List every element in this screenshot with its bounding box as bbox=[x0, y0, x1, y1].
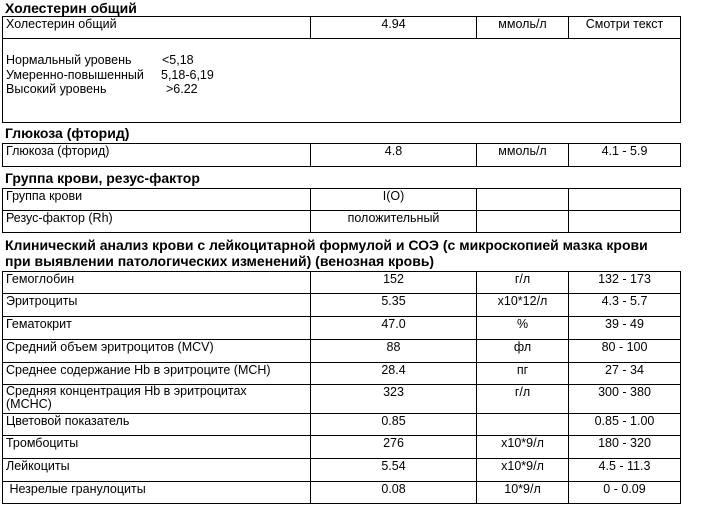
blood-group-table bbox=[2, 188, 681, 233]
section-title-line: Клинический анализ крови с лейкоцитарной формулой и СОЭ (с микроскопией мазка крови bbox=[5, 237, 648, 253]
test-value: 5.35 bbox=[311, 294, 477, 317]
test-unit: x10*12/л bbox=[477, 294, 569, 317]
test-value: 4.8 bbox=[311, 144, 477, 167]
test-unit: г/л bbox=[477, 272, 569, 294]
reference-note-value: <5,18 bbox=[162, 53, 194, 67]
test-reference: 80 - 100 bbox=[569, 340, 681, 363]
section-title-blood-group: Группа крови, резус-фактор bbox=[5, 170, 200, 186]
test-value: 5.54 bbox=[311, 459, 477, 482]
test-reference bbox=[569, 189, 681, 211]
table-row bbox=[3, 482, 681, 504]
test-reference: 0.85 - 1.00 bbox=[569, 414, 681, 436]
table-row bbox=[3, 340, 681, 363]
test-value: 323 bbox=[311, 385, 477, 414]
test-value: 276 bbox=[311, 436, 477, 459]
test-name: Гематокрит bbox=[3, 317, 311, 340]
cbc-table bbox=[2, 271, 681, 504]
table-row bbox=[3, 414, 681, 436]
test-name: Лейкоциты bbox=[3, 459, 311, 482]
test-name: Группа крови bbox=[3, 189, 311, 211]
test-unit: пг bbox=[477, 363, 569, 385]
test-value: 28.4 bbox=[311, 363, 477, 385]
test-reference: 27 - 34 bbox=[569, 363, 681, 385]
test-name: Глюкоза (фторид) bbox=[3, 144, 311, 167]
test-unit: 10*9/л bbox=[477, 482, 569, 504]
test-unit bbox=[477, 414, 569, 436]
test-name: Незрелые гранулоциты bbox=[3, 482, 311, 504]
test-name: Тромбоциты bbox=[3, 436, 311, 459]
table-row bbox=[3, 436, 681, 459]
test-name: Средний объем эритроцитов (MCV) bbox=[3, 340, 311, 363]
table-row bbox=[3, 363, 681, 385]
test-unit: % bbox=[477, 317, 569, 340]
test-unit: x10*9/л bbox=[477, 459, 569, 482]
table-row bbox=[3, 17, 681, 39]
test-unit: ммоль/л bbox=[477, 17, 569, 39]
reference-note-label: Нормальный уровень bbox=[6, 53, 132, 67]
test-unit: фл bbox=[477, 340, 569, 363]
test-reference: 4.3 - 5.7 bbox=[569, 294, 681, 317]
test-unit bbox=[477, 189, 569, 211]
test-name: Холестерин общий bbox=[3, 17, 311, 39]
test-value: I(O) bbox=[311, 189, 477, 211]
reference-note-value: 5,18-6,19 bbox=[161, 67, 214, 82]
table-row bbox=[3, 385, 681, 414]
test-value: 0.08 bbox=[311, 482, 477, 504]
reference-note bbox=[6, 68, 677, 83]
section-title-cbc bbox=[5, 237, 648, 269]
test-name-line: (MCHC) bbox=[6, 397, 52, 411]
table-row bbox=[3, 144, 681, 167]
test-reference: 0 - 0.09 bbox=[569, 482, 681, 504]
test-unit: г/л bbox=[477, 385, 569, 414]
test-name: Резус-фактор (Rh) bbox=[3, 211, 311, 233]
reference-note bbox=[6, 53, 677, 68]
table-row bbox=[3, 459, 681, 482]
table-row bbox=[3, 211, 681, 233]
test-unit bbox=[477, 211, 569, 233]
test-reference: 180 - 320 bbox=[569, 436, 681, 459]
section-title-glucose: Глюкоза (фторид) bbox=[5, 125, 130, 141]
glucose-table bbox=[2, 143, 681, 167]
test-unit: ммоль/л bbox=[477, 144, 569, 167]
test-unit: x10*9/л bbox=[477, 436, 569, 459]
test-name: Среднее содержание Hb в эритроците (MCH) bbox=[3, 363, 311, 385]
test-name bbox=[3, 385, 311, 414]
test-reference: 4.1 - 5.9 bbox=[569, 144, 681, 167]
test-reference: 39 - 49 bbox=[569, 317, 681, 340]
test-value: 0.85 bbox=[311, 414, 477, 436]
test-reference: 300 - 380 bbox=[569, 385, 681, 414]
test-name: Гемоглобин bbox=[3, 272, 311, 294]
table-row bbox=[3, 272, 681, 294]
reference-note-label: Высокий уровень bbox=[6, 82, 107, 96]
test-reference: 132 - 173 bbox=[569, 272, 681, 294]
reference-note-label: Умеренно-повышенный bbox=[6, 67, 144, 82]
reference-notes-row bbox=[3, 39, 681, 123]
reference-note bbox=[6, 82, 677, 97]
test-name: Цветовой показатель bbox=[3, 414, 311, 436]
test-value: 4.94 bbox=[311, 17, 477, 39]
reference-notes bbox=[3, 39, 681, 123]
section-title-line: при выявлении патологических изменений) (венозная кровь) bbox=[5, 253, 435, 269]
test-name: Эритроциты bbox=[3, 294, 311, 317]
cholesterol-table bbox=[2, 16, 681, 123]
reference-note-value: >6.22 bbox=[166, 82, 198, 96]
test-value: 47.0 bbox=[311, 317, 477, 340]
table-row bbox=[3, 317, 681, 340]
test-value: положительный bbox=[311, 211, 477, 233]
test-value: 152 bbox=[311, 272, 477, 294]
test-reference: 4.5 - 11.3 bbox=[569, 459, 681, 482]
test-reference: Смотри текст bbox=[569, 17, 681, 39]
section-title-cholesterol: Холестерин общий bbox=[5, 0, 137, 16]
test-value: 88 bbox=[311, 340, 477, 363]
test-name-line: Средняя концентрация Hb в эритроцитах bbox=[6, 384, 247, 398]
table-row bbox=[3, 294, 681, 317]
table-row bbox=[3, 189, 681, 211]
test-reference bbox=[569, 211, 681, 233]
